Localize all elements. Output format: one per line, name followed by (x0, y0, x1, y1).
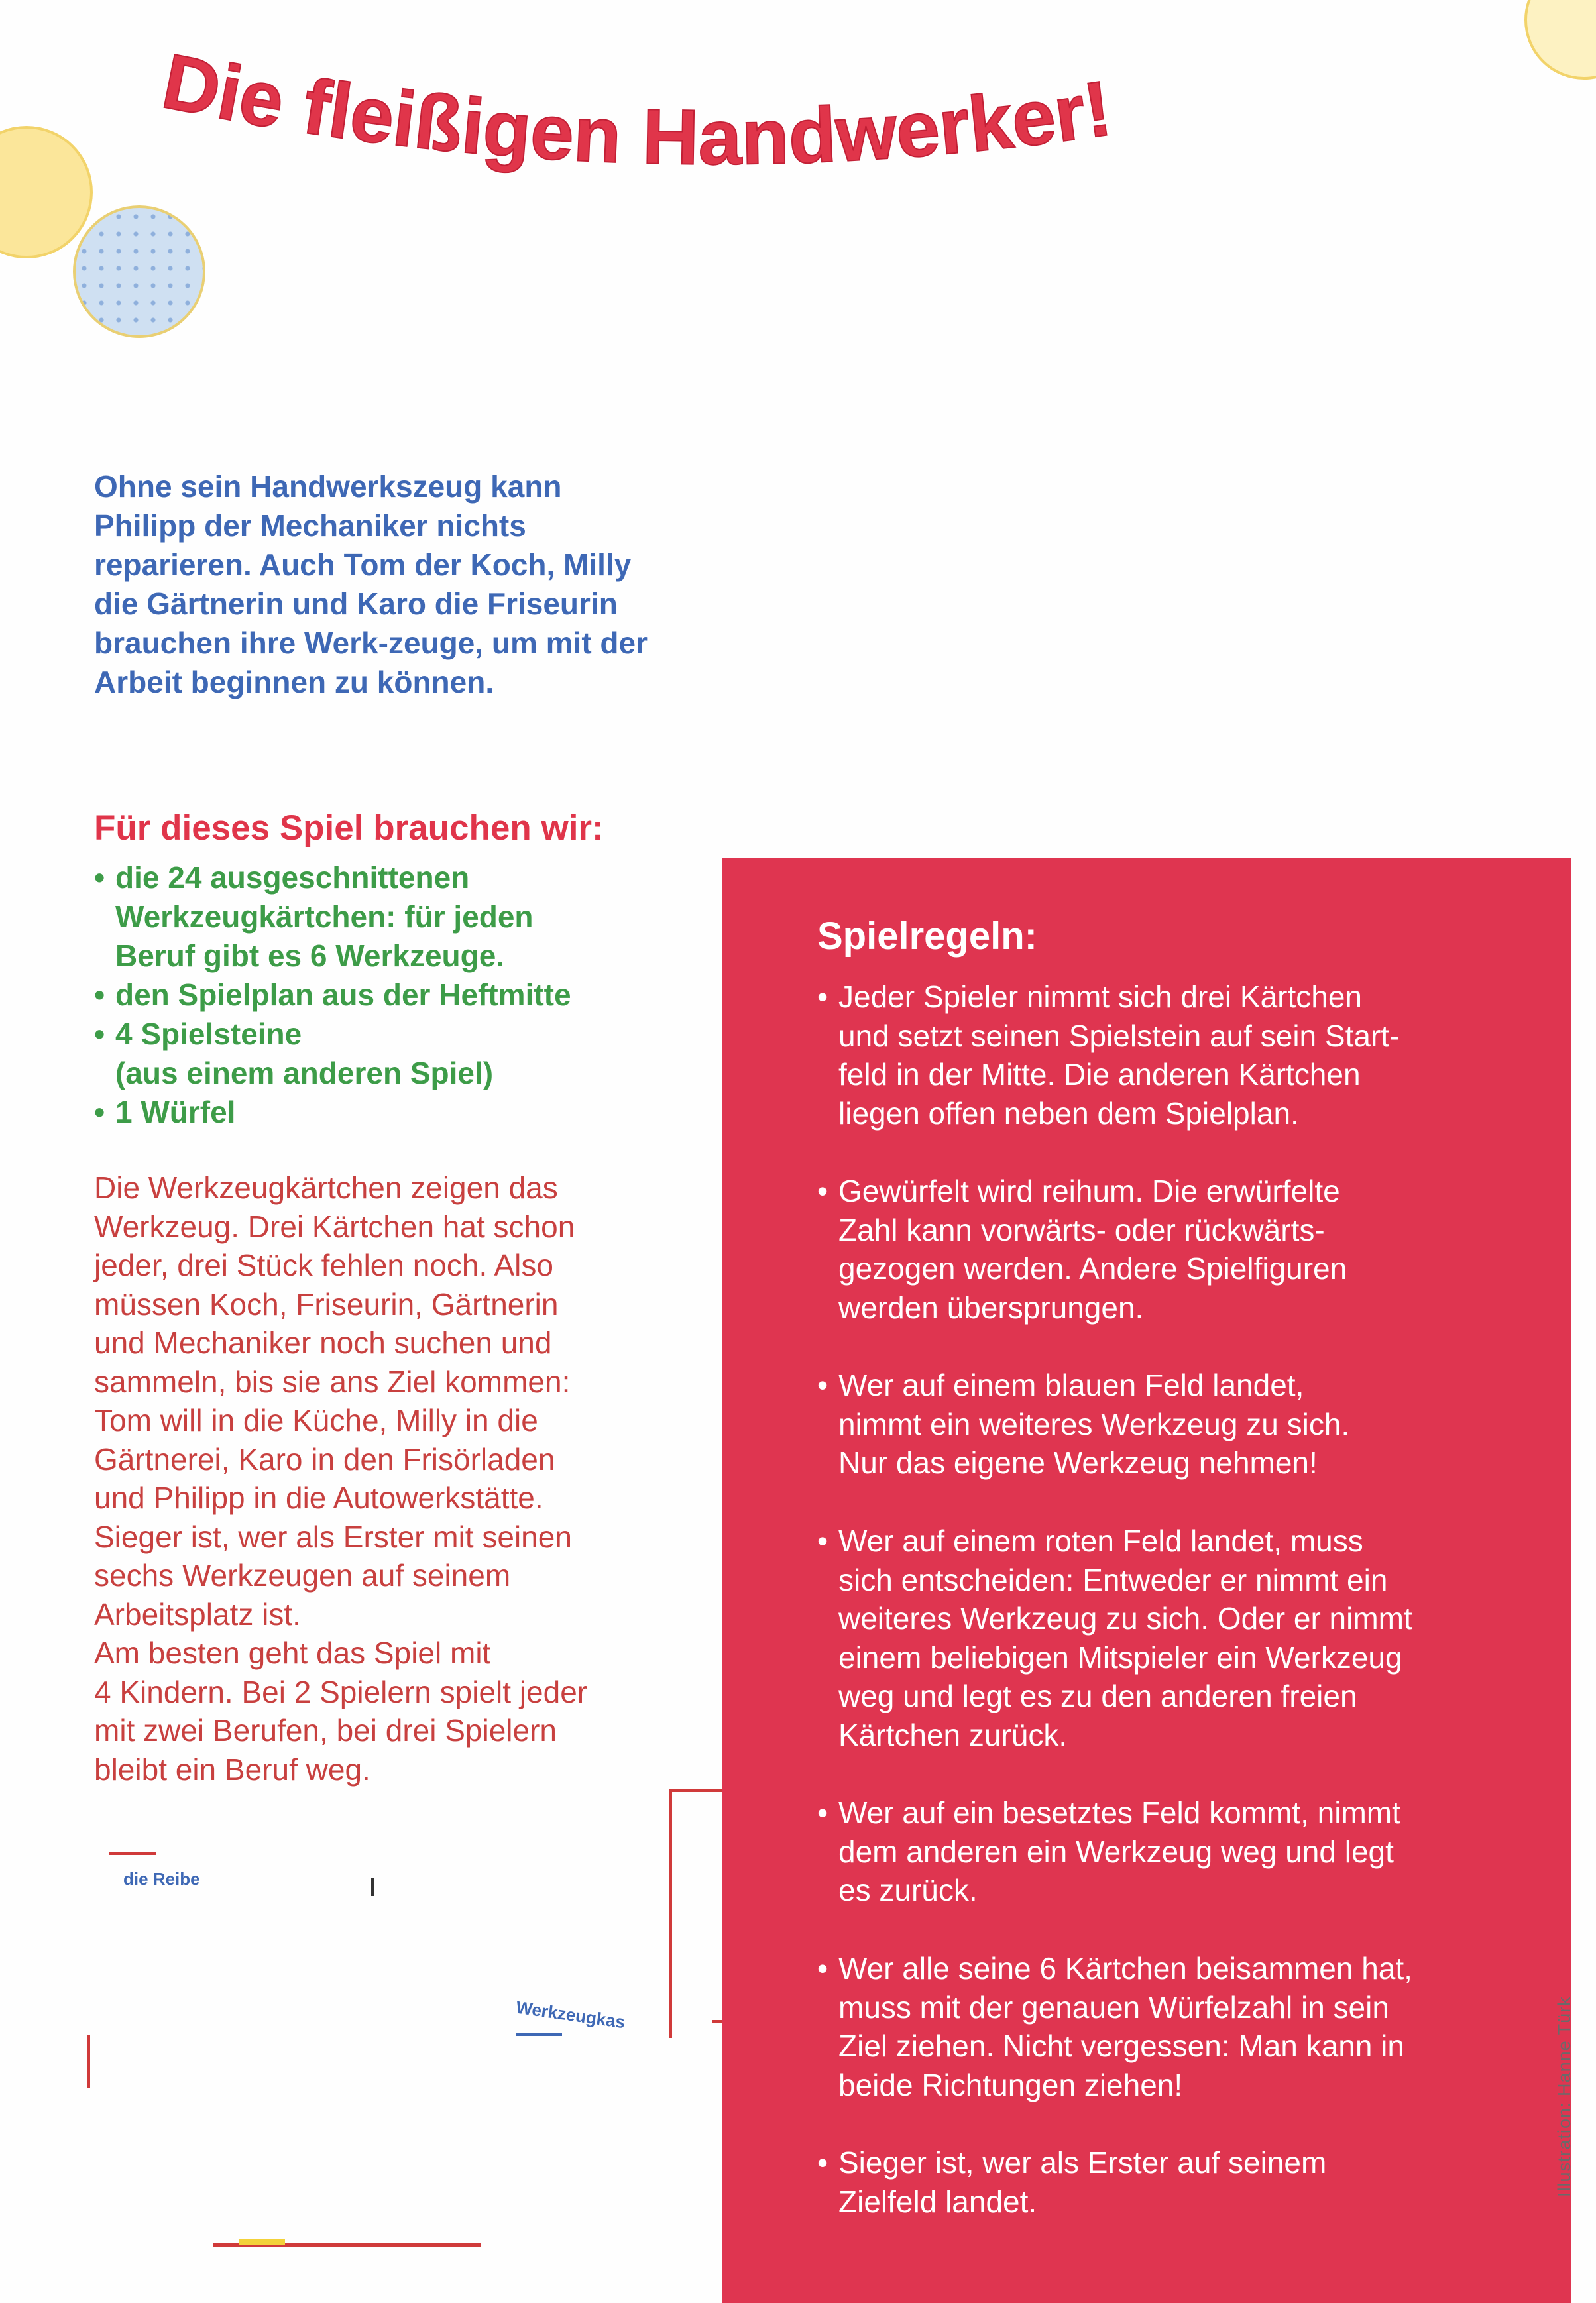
card-edge-line (516, 2033, 562, 2036)
card-edge-line (371, 1878, 374, 1896)
rule-item: • Wer auf einem blauen Feld landet, nimmt ein weiteres Werkzeug zu sich. Nur das eigene Werkzeug nehmen! (817, 1366, 1493, 1483)
rules-heading: Spielregeln: (817, 915, 1037, 958)
intro-paragraph: Ohne sein Handwerkszeug kann Philipp der Mechaniker nichts reparieren. Auch Tom der Koch, Milly die Gärtnerin und Karo die Friseurin brauchen ihre Werk-zeuge, um mit der Arbeit beginnen zu können. (94, 469, 648, 699)
card-label-reibe: die Reibe (123, 1869, 200, 1889)
rule-item: • Wer auf ein besetztes Feld kommt, nimmt dem anderen ein Werkzeug weg und legt es zurück. (817, 1793, 1493, 1910)
card-edge-line (669, 1789, 722, 1792)
svg-text:Die fleißigen Handwerker! (156, 37, 1117, 181)
illustration-credit: Illustration: Hanne Türk (1554, 1996, 1574, 2197)
game-description: Die Werkzeugkärtchen zeigen das Werkzeug. Drei Kärtchen hat schon jeder, drei Stück fehlen noch. Also müssen Koch, Friseurin, Gärtnerin und Mechaniker noch suchen und sammeln, bis sie ans Ziel kommen: Tom will in die Küche, Milly in die Gärtnerei, Karo in den Frisörladen und Philipp in die Autowerkstätte. Sieger ist, wer als Erster mit seinen sechs Werkzeugen auf seinem Arbeitsplatz ist. Am besten geht das Spiel mit 4 Kindern. Bei 2 Spielern spielt jeder mit zwei Berufen, bei drei Spielern bleibt ein Beruf weg. (94, 1170, 588, 1787)
materials-item: • die 24 ausgeschnittenen Werkzeugkärtchen: für jeden Beruf gibt es 6 Werkzeuge. (94, 858, 717, 976)
rule-item: • Gewürfelt wird reihum. Die erwürfelte Zahl kann vorwärts- oder rückwärts- gezogen werden. Andere Spielfiguren werden übersprungen. (817, 1172, 1493, 1327)
rule-item: • Wer auf einem roten Feld landet, muss sich entscheiden: Entweder er nimmt ein weiteres Werkzeug zu sich. Oder er nimmt einem beliebigen Mitspieler ein Werkzeug weg und legt es zu den anderen freien Kärtchen zurück. (817, 1522, 1493, 1754)
card-edge-line (109, 1852, 156, 1855)
rule-item: • Wer alle seine 6 Kärtchen beisammen hat, muss mit der genauen Würfelzahl in sein Ziel ziehen. Nicht vergessen: Man kann in beide Richtungen ziehen! (817, 1949, 1493, 2104)
rule-item: • Jeder Spieler nimmt sich drei Kärtchen und setzt seinen Spielstein auf sein Start- feld in der Mitte. Die anderen Kärtchen liegen offen neben dem Spielplan. (817, 978, 1493, 1133)
rule-item: • Sieger ist, wer als Erster auf seinem Zielfeld landet. (817, 2143, 1493, 2221)
materials-heading: Für dieses Spiel brauchen wir: (94, 809, 604, 848)
materials-item: • den Spielplan aus der Heftmitte (94, 976, 717, 1015)
materials-list (94, 858, 717, 1132)
card-label-werkzeugkasten: Werkzeugkas (514, 1997, 627, 2033)
card-edge-line (239, 2239, 285, 2245)
card-edge-line (669, 1789, 672, 2038)
card-edge-line (87, 2035, 90, 2088)
corner-balloon-decoration (1524, 0, 1596, 80)
yellow-balloon-decoration (0, 126, 93, 258)
materials-item: • 1 Würfel (94, 1093, 717, 1132)
page-title (146, 27, 1312, 239)
page-title-text: Die fleißigen Handwerker! (155, 37, 1117, 182)
materials-item: • 4 Spielsteine (aus einem anderen Spiel) (94, 1015, 717, 1093)
